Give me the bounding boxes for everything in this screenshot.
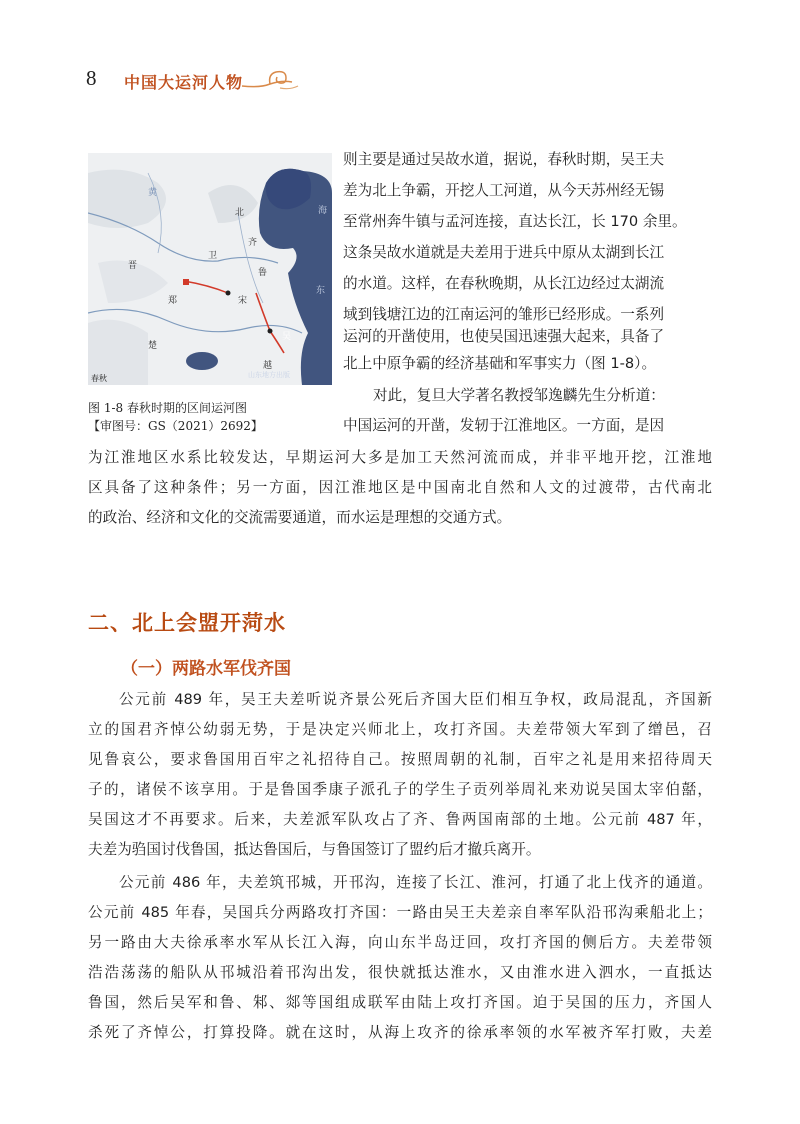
map-corner-label: 春秋 — [91, 374, 107, 383]
text-line: 运河的开凿使用，也使吴国迅速强大起来，具备了 — [343, 328, 665, 345]
text-line: 则主要是通过吴故水道，据说，春秋时期，吴王夫 — [343, 151, 665, 168]
page-number: 8 — [86, 66, 97, 90]
figure-caption-title: 图 1-8 春秋时期的区间运河图 — [88, 401, 247, 415]
text-line: 为江淮地区水系比较发达，早期运河大多是加工天然河流而成，并非平地开挖，江淮地 — [88, 449, 712, 466]
text-line: 对此，复旦大学著名教授邹逸麟先生分析道： — [373, 387, 665, 404]
text-line: 北上中原争霸的经济基础和军事实力（图 1-8）。 — [343, 355, 657, 372]
text-line: 中国运河的开凿，发轫于江淮地区。一方面，是因 — [343, 417, 665, 434]
text-line: 另一路由大夫徐承率水军从长江入海，向山东半岛迂回，攻打齐国的侧后方。夫差带领 — [88, 934, 712, 951]
map-label: 东 — [316, 286, 326, 296]
map-label: 楚 — [148, 341, 158, 351]
map-label: 鲁 — [258, 268, 268, 278]
cloud-ornament-icon — [240, 64, 300, 94]
text-line: 浩浩荡荡的船队从邗城沿着邗沟出发，很快就抵达淮水，又由淮水进入泗水，一直抵达 — [88, 964, 712, 981]
text-line: 杀死了齐悼公，打算投降。就在这时，从海上攻齐的徐承率领的水军被齐军打败，夫差 — [88, 1024, 712, 1041]
text-line: 区具备了这种条件；另一方面，因江淮地区是中国南北自然和人文的过渡带，古代南北 — [88, 479, 712, 496]
text-line: 吴国这才不再要求。后来，夫差派军队攻占了齐、鲁两国南部的土地。公元前 487 年， — [88, 811, 712, 828]
text-line: 公元前 485 年春，吴国兵分两路攻打齐国：一路由吴王夫差亲自率军队沿邗沟乘船北上； — [88, 904, 712, 921]
text-line: 立的国君齐悼公幼弱无势，于是决定兴师北上，攻打齐国。夫差带领大军到了缯邑，召 — [88, 721, 712, 738]
map-label: 吴 — [282, 332, 292, 342]
text-line: 子的，诸侯不该享用。于是鲁国季康子派孔子的学生子贡列举周礼来劝说吴国太宰伯嚭， — [88, 781, 712, 798]
text-line: 见鲁哀公，要求鲁国用百牢之礼招待自己。按照周朝的礼制，百牢之礼是用来招待周天 — [88, 751, 712, 768]
figure-caption-approval: 【审图号：GS（2021）2692】 — [88, 419, 263, 433]
map-label: 宋 — [238, 296, 248, 306]
map-label: 晋 — [128, 261, 138, 271]
figure-caption — [88, 399, 338, 435]
map-label: 越 — [263, 361, 273, 371]
subsection-heading: （一）两路水军伐齐国 — [121, 659, 291, 679]
map-label: 海 — [318, 206, 328, 216]
text-line: 鲁国，然后吴军和鲁、邾、郯等国组成联军由陆上攻打齐国。迫于吴国的压力，齐国人 — [88, 994, 712, 1011]
map-label: 黄 — [148, 188, 158, 198]
text-line: 公元前 486 年，夫差筑邗城，开邗沟，连接了长江、淮河，打通了北上伐齐的通道。 — [119, 874, 712, 891]
map-label: 郑 — [168, 296, 178, 306]
text-line: 的政治、经济和文化的交流需要通道，而水运是理想的交通方式。 — [88, 509, 512, 526]
lake — [186, 352, 218, 370]
text-line: 至常州奔牛镇与孟河连接，直达长江，长 170 余里。 — [343, 213, 687, 230]
map-label: 北 — [235, 208, 245, 218]
text-line: 域到钱塘江边的江南运河的雏形已经形成。一系列 — [343, 306, 665, 323]
section-heading: 二、北上会盟开菏水 — [88, 611, 286, 635]
text-line: 这条吴故水道就是夫差用于进兵中原从太湖到长江 — [343, 244, 665, 261]
text-line: 差为北上争霸，开挖人工河道，从今天苏州经无锡 — [343, 182, 665, 199]
map-label: 卫 — [208, 251, 218, 261]
map-label: 齐 — [248, 238, 258, 248]
text-line: 的水道。这样，在春秋晚期，从长江边经过太湖流 — [343, 275, 665, 292]
spring-autumn-canal-map — [88, 153, 332, 385]
book-title: 中国大运河人物 — [124, 73, 244, 92]
text-line: 公元前 489 年，吴王夫差听说齐景公死后齐国大臣们相互争权，政局混乱，齐国新 — [119, 691, 712, 708]
text-line: 夫差为驺国讨伐鲁国，抵达鲁国后，与鲁国签订了盟约后才撤兵离开。 — [88, 841, 541, 858]
map-small-label: 山东地方出版 — [248, 371, 290, 379]
